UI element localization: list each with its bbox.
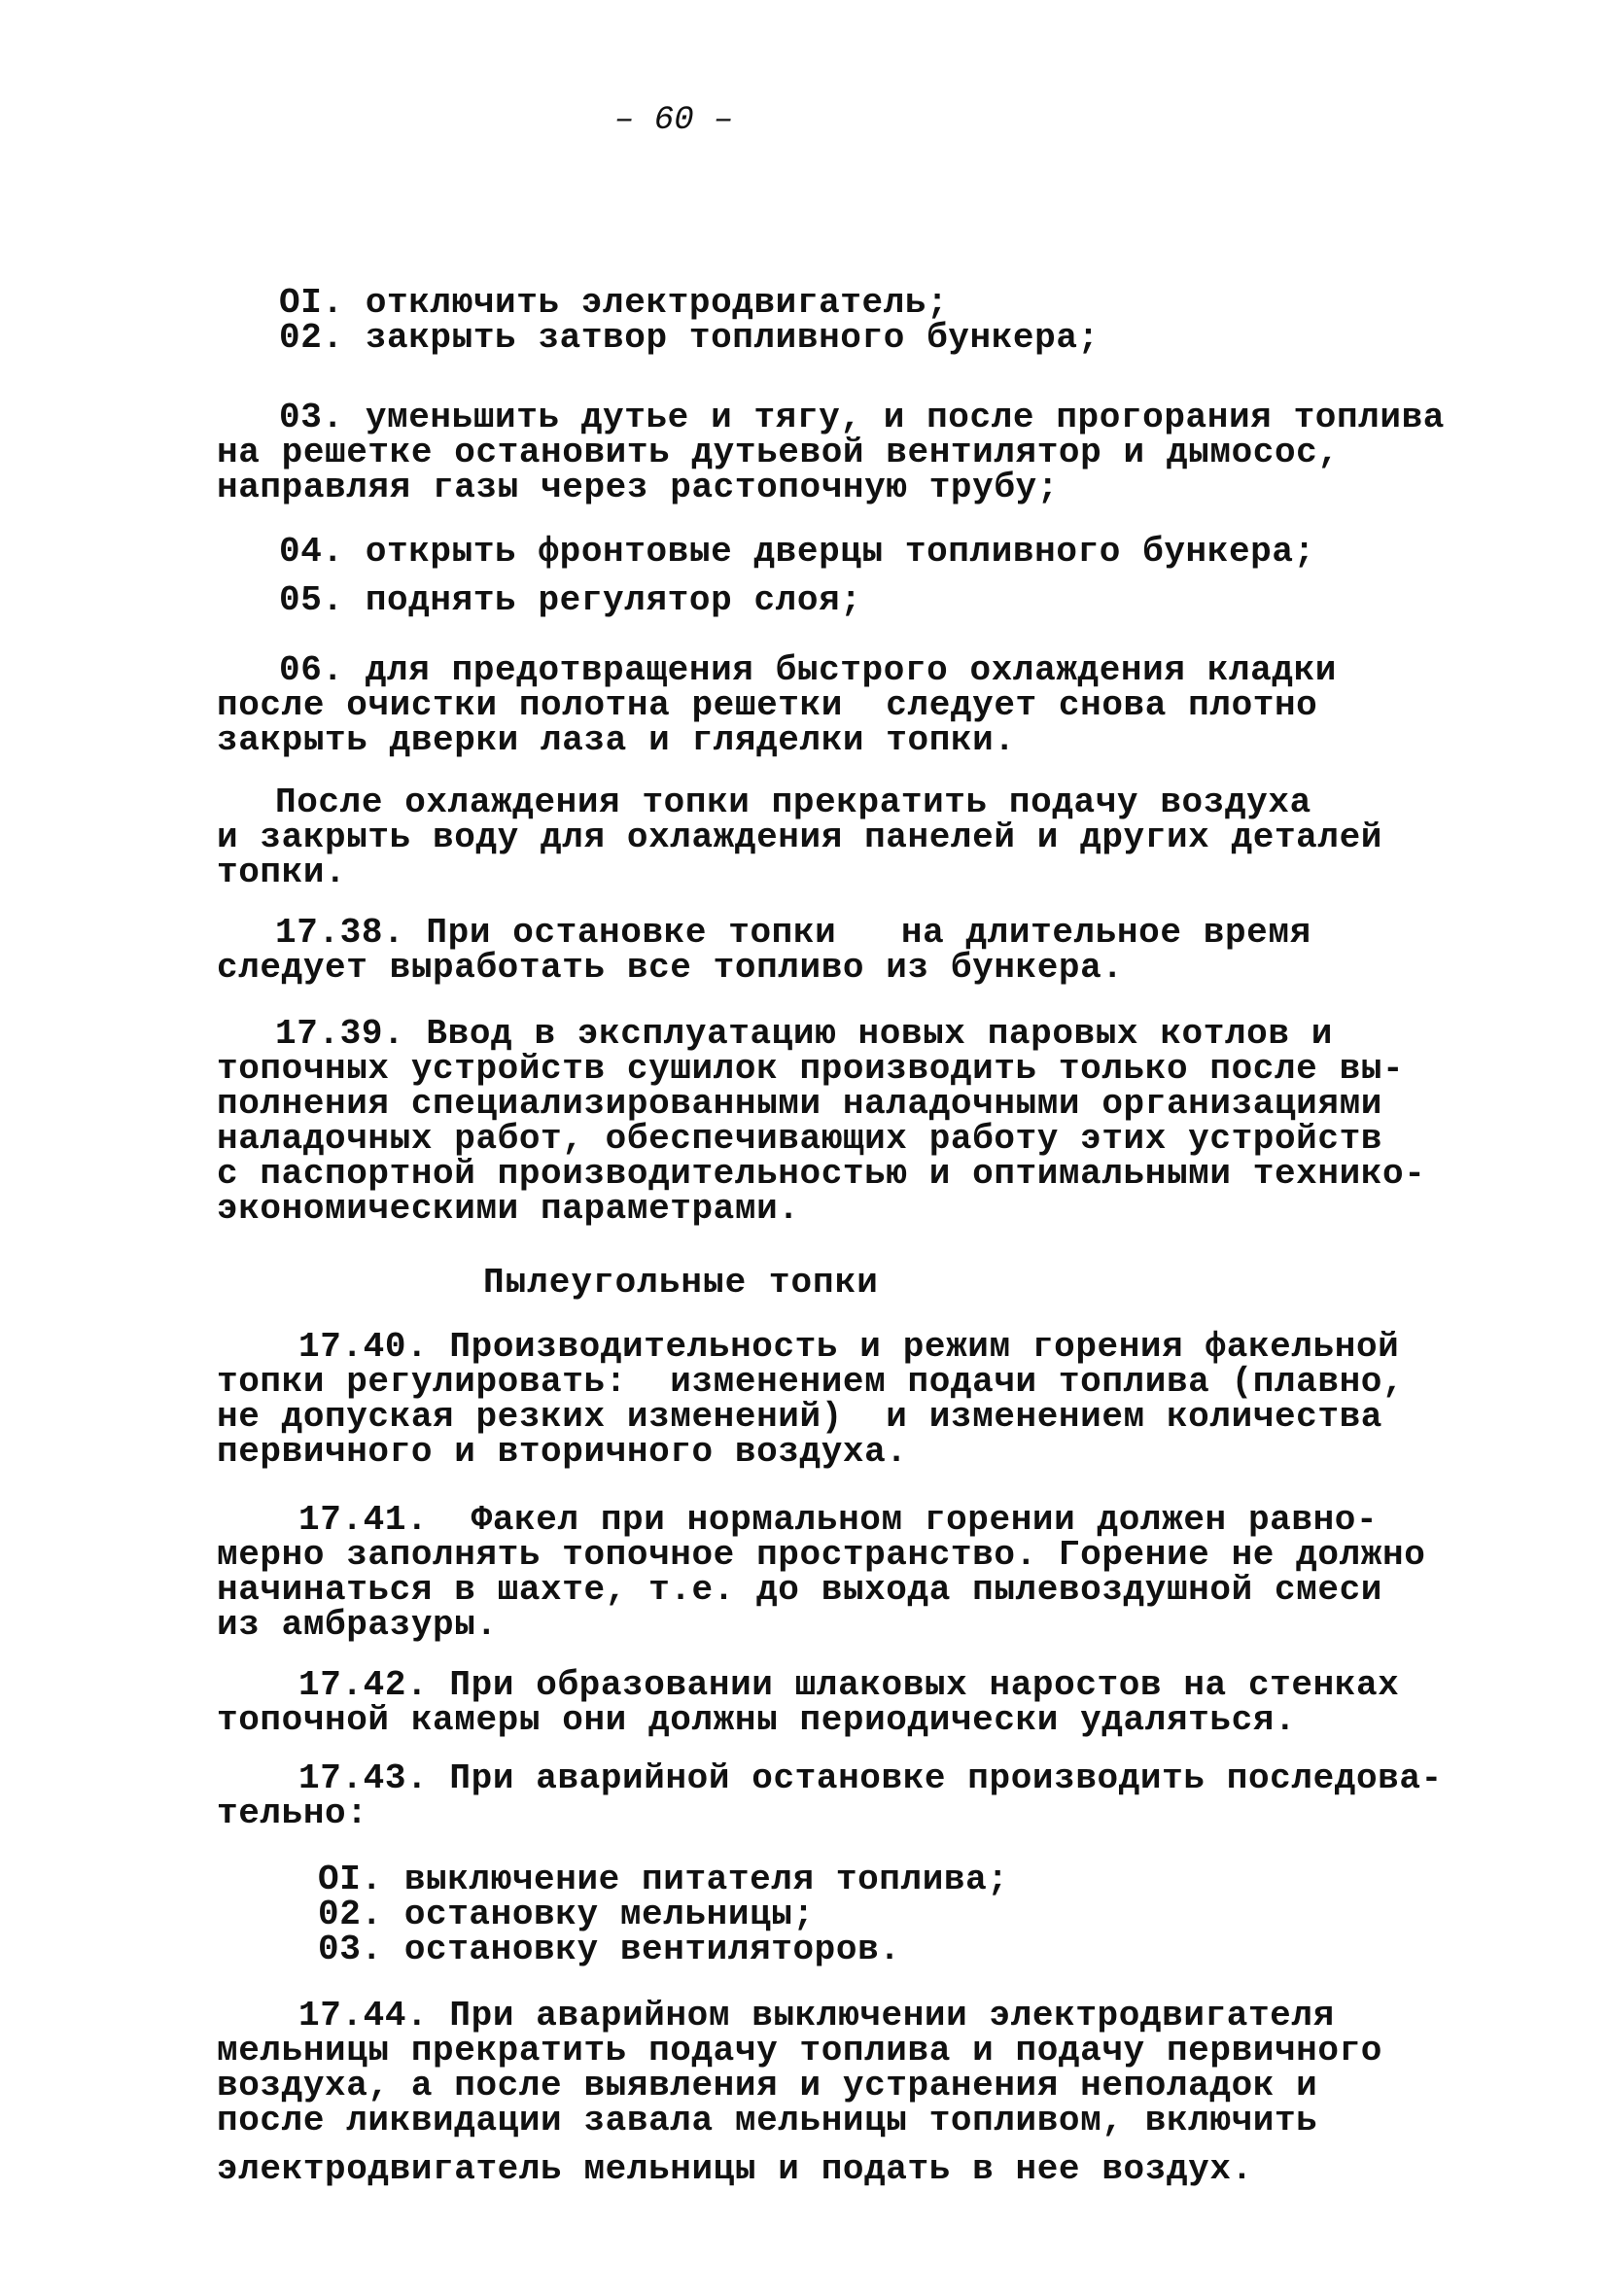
list-item: OI. выключение питателя топлива; xyxy=(318,1860,1009,1899)
paragraph-line: 17.43. При аварийной остановке производить последова- xyxy=(298,1758,1443,1798)
paragraph-line: топки. xyxy=(217,852,347,892)
paragraph-line: мельницы прекратить подачу топлива и подачу первичного xyxy=(217,2031,1382,2070)
list-item: OI. отключить электродвигатель; xyxy=(279,283,949,323)
list-item-line: закрыть дверки лаза и гляделки топки. xyxy=(217,720,1016,760)
paragraph-line: После охлаждения топки прекратить подачу воздуха xyxy=(275,783,1311,822)
paragraph-line: мерно заполнять топочное пространство. Горение не должно xyxy=(217,1535,1426,1575)
paragraph-line: из амбразуры. xyxy=(217,1605,498,1645)
paragraph-line: воздуха, а после выявления и устранения неполадок и xyxy=(217,2066,1318,2105)
list-item-line: 06. для предотвращения быстрого охлаждения кладки xyxy=(279,650,1337,690)
paragraph-line: следует выработать все топливо из бункера. xyxy=(217,948,1124,988)
paragraph-line: не допуская резких изменений) и изменением количества xyxy=(217,1397,1382,1437)
paragraph-line: 17.42. При образовании шлаковых наростов на стенках xyxy=(298,1665,1400,1705)
paragraph-line: 17.38. При остановке топки на длительное время xyxy=(275,913,1311,953)
paragraph-line: экономическими параметрами. xyxy=(217,1189,800,1229)
paragraph-line: после ликвидации завала мельницы топливом, включить xyxy=(217,2101,1318,2140)
paragraph-line: 17.40. Производительность и режим горения факельной xyxy=(298,1327,1400,1367)
paragraph-line: полнения специализированными наладочными организациями xyxy=(217,1084,1382,1124)
list-item-line: после очистки полотна решетки следует снова плотно xyxy=(217,685,1318,725)
paragraph-line: 17.44. При аварийном выключении электродвигателя xyxy=(298,1996,1335,2035)
paragraph-line: первичного и вторичного воздуха. xyxy=(217,1432,908,1472)
paragraph-line: 17.39. Ввод в эксплуатацию новых паровых котлов и xyxy=(275,1014,1333,1054)
paragraph-line: топочной камеры они должны периодически удаляться. xyxy=(217,1700,1297,1740)
paragraph-line: наладочных работ, обеспечивающих работу этих устройств xyxy=(217,1119,1382,1159)
paragraph-line: начинаться в шахте, т.е. до выхода пылевоздушной смеси xyxy=(217,1570,1382,1610)
paragraph-line: топки регулировать: изменением подачи топлива (плавно, xyxy=(217,1362,1405,1402)
paragraph-line: топочных устройств сушилок производить только после вы- xyxy=(217,1049,1405,1089)
page-number: – 60 – xyxy=(614,102,734,139)
paragraph-line: и закрыть воду для охлаждения панелей и других деталей xyxy=(217,818,1382,857)
section-heading: Пылеугольные топки xyxy=(483,1263,879,1303)
list-item: 02. остановку мельницы; xyxy=(318,1895,815,1934)
paragraph-line: электродвигатель мельницы и подать в нее воздух. xyxy=(217,2149,1253,2189)
paragraph-line: 17.41. Факел при нормальном горении должен равно- xyxy=(298,1500,1379,1540)
list-item: 03. остановку вентиляторов. xyxy=(318,1930,901,1969)
paragraph-line: с паспортной производительностью и оптимальными технико- xyxy=(217,1154,1426,1194)
list-item-line: 03. уменьшить дутье и тягу, и после прогорания топлива xyxy=(279,398,1445,437)
list-item: 05. поднять регулятор слоя; xyxy=(279,580,862,620)
list-item: 04. открыть фронтовые дверцы топливного бункера; xyxy=(279,532,1315,572)
list-item: 02. закрыть затвор топливного бункера; xyxy=(279,318,1100,358)
list-item-line: на решетке остановить дутьевой вентилятор и дымосос, xyxy=(217,433,1340,472)
paragraph-line: тельно: xyxy=(217,1793,368,1833)
list-item-line: направляя газы через растопочную трубу; xyxy=(217,468,1059,507)
